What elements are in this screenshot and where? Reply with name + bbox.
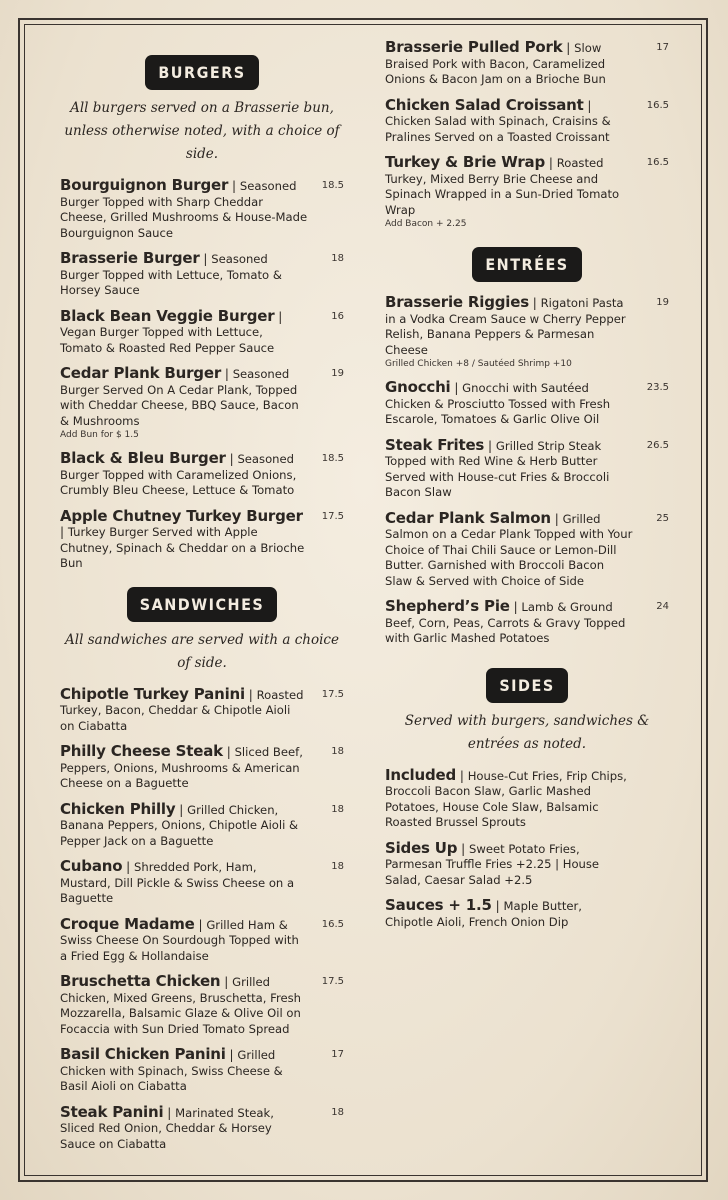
menu-item-name: Black Bean Veggie Burger: [60, 306, 275, 325]
menu-item-name: Sides Up: [385, 838, 458, 857]
menu-item-name: Brasserie Riggies: [385, 293, 529, 311]
menu-item-separator: |: [163, 1105, 176, 1120]
menu-item-description: Lamb & Ground Beef, Corn, Peas, Carrots & Gravy Topped with Garlic Mashed Potatoes: [385, 600, 626, 645]
menu-item: [60, 251, 344, 299]
menu-item-price: 17.5: [321, 688, 344, 700]
menu-item-name: Steak Frites: [385, 435, 485, 454]
menu-item-price: 16.5: [646, 99, 669, 111]
menu-item: [385, 40, 669, 88]
menu-item-separator: |: [274, 309, 283, 324]
entrees-banner: ENTRÉES: [473, 248, 580, 281]
menu-item-body: [60, 684, 344, 735]
menu-item-name: Cubano: [60, 857, 123, 875]
menu-item: [385, 95, 669, 146]
menu-item-description: Grilled Strip Steak Topped with Red Wine & Herb Butter Served with House-cut Fries & Broccoli Bacon Slaw: [385, 438, 610, 499]
menu-item-separator: |: [545, 156, 557, 170]
menu-item-description: Seasoned Burger Topped with Lettuce, Tomato & Horsey Sauce: [60, 252, 282, 297]
burgers-intro: All burgers served on a Brasserie bun, unless otherwise noted, with a choice of side.: [64, 100, 340, 162]
menu-item-name: Bruschetta Chicken: [60, 972, 221, 990]
menu-item: [60, 1102, 344, 1153]
menu-item-note: Grilled Chicken +8 / Sautéed Shrimp +10: [385, 359, 572, 369]
menu-item: [60, 859, 344, 907]
menu-item: [60, 1047, 344, 1095]
menu-item-description: Roasted Turkey, Mixed Berry Brie Cheese and Spinach Wrapped in a Sun-Dried Tomato Wrap: [385, 156, 620, 217]
menu-item-description: Sweet Potato Fries, Parmesan Truffle Fries +2.25 | House Salad, Caesar Salad +2.5: [385, 841, 600, 887]
menu-item-description: Gnocchi with Sautéed Chicken & Prosciutto Tossed with Fresh Escarole, Tomatoes & Garlic Olive Oil: [385, 381, 611, 426]
menu-item-price: 18: [331, 1106, 344, 1118]
menu-item-price: 16: [331, 310, 344, 322]
menu-item-body: [385, 95, 669, 146]
menu-item-price: 16.5: [321, 918, 344, 930]
menu-item-separator: |: [457, 841, 469, 856]
menu-item: [385, 599, 669, 647]
menu-item-separator: |: [244, 687, 257, 702]
menu-item: [60, 178, 344, 241]
menu-item-description: Seasoned Burger Served On A Cedar Plank, Topped with Cheddar Cheese, BBQ Sauce, Bacon & Mushrooms: [60, 367, 299, 428]
menu-item-description: Seasoned Burger Topped with Caramelized Onions, Crumbly Bleu Cheese, Lettuce & Tomato: [60, 452, 297, 497]
menu-item-separator: |: [583, 98, 592, 113]
menu-item-description: Rigatoni Pasta in a Vodka Cream Sauce w Cherry Pepper Relish, Banana Peppers & Parmesan Cheese: [385, 296, 626, 357]
menu-item-name: Cedar Plank Salmon: [385, 508, 551, 527]
menu-item-price: 18: [331, 861, 344, 872]
menu-item-price: 23.5: [646, 382, 669, 393]
menu-item: [385, 508, 669, 590]
menu-item-separator: |: [175, 802, 188, 817]
menu-item-separator: |: [450, 381, 463, 395]
menu-item-name: Bourguignon Burger: [60, 176, 229, 194]
menu-item-body: [385, 295, 669, 370]
menu-item-price: 26.5: [646, 439, 669, 451]
menu-item-body: [60, 451, 344, 499]
menu-item-separator: |: [194, 917, 207, 932]
menu-item-name: Steak Panini: [60, 1102, 164, 1121]
menu-item: [385, 155, 669, 230]
menu-item-price: 17: [656, 42, 669, 53]
menu-item-body: [60, 799, 344, 850]
menu-item-description: Shredded Pork, Ham, Mustard, Dill Pickle & Swiss Cheese on a Baguette: [60, 860, 295, 905]
menu-item-price: 18.5: [321, 453, 344, 464]
burgers-list: [60, 178, 344, 572]
menu-item-body: [60, 306, 344, 357]
menu-item-name: Black & Bleu Burger: [60, 449, 226, 467]
menu-item-price: 16.5: [646, 157, 669, 168]
sides-intro: Served with burgers, sandwiches & entrées as noted.: [404, 712, 650, 752]
menu-item-name: Gnocchi: [385, 378, 451, 396]
menu-item-price: 24: [656, 601, 669, 612]
menu-item-name: Brasserie Pulled Pork: [385, 38, 563, 56]
menu-item-name: Basil Chicken Panini: [60, 1045, 226, 1063]
menu-item-separator: |: [528, 296, 541, 310]
menu-item-separator: |: [60, 525, 68, 539]
menu-item-body: [385, 765, 669, 831]
menu-item-price: 18: [331, 253, 344, 264]
menu-item-name: Turkey & Brie Wrap: [385, 153, 546, 171]
menu-item: [60, 506, 344, 572]
menu-item-body: [60, 178, 344, 241]
menu-item-description: House-Cut Fries, Frip Chips, Broccoli Bacon Slaw, Garlic Mashed Potatoes, House Cole Slaw, Balsamic Roasted Brussel Sprouts: [385, 768, 627, 829]
menu-item-price: 25: [656, 512, 669, 524]
menu-item: [60, 684, 344, 735]
menu-item-body: [60, 1102, 344, 1153]
menu-item-price: 17.5: [321, 976, 344, 987]
sides-banner: SIDES: [487, 669, 566, 702]
menu-item-price: 18: [331, 803, 344, 815]
menu-item-separator: |: [222, 745, 235, 759]
sides-list: [385, 765, 669, 931]
menu-item-description: Sliced Beef, Peppers, Onions, Mushrooms & American Cheese on a Baguette: [60, 745, 303, 790]
menu-item: [385, 765, 669, 831]
menu-item-separator: |: [228, 179, 240, 193]
menu-item-name: Shepherd’s Pie: [385, 597, 510, 615]
menu-item-separator: |: [221, 367, 233, 381]
menu-item-price: 19: [656, 297, 669, 308]
menu-item-price: 17: [331, 1049, 344, 1060]
menu-item-separator: |: [225, 1048, 238, 1062]
menu-item-price: 18: [331, 746, 344, 757]
menu-item-note: Add Bun for $ 1.5: [60, 430, 139, 440]
menu-item-note: Add Bacon + 2.25: [385, 219, 467, 229]
menu-item-body: [60, 974, 344, 1037]
menu-item-description: Seasoned Burger Topped with Sharp Cheddar Cheese, Grilled Mushrooms & House-Made Bourguignon Sauce: [60, 179, 308, 240]
menu-item-name: Brasserie Burger: [60, 249, 200, 267]
menu-item-separator: |: [122, 860, 135, 874]
menu-item-description: Grilled Salmon on a Cedar Plank Topped with Your Choice of Thai Chili Sauce or Lemon-Dill Butter. Garnished with Broccoli Bacon Slaw & Served with Choice of Side: [385, 511, 633, 588]
menu-item-body: [385, 508, 669, 590]
menu-item: [60, 451, 344, 499]
menu-item: [60, 914, 344, 965]
menu-item-separator: |: [484, 438, 496, 453]
menu-item-name: Chicken Salad Croissant: [385, 95, 584, 114]
menu-item: [60, 744, 344, 792]
menu-item-description: Roasted Turkey, Bacon, Cheddar & Chipotle Aioli on Ciabatta: [60, 687, 304, 733]
sandwiches-banner: SANDWICHES: [128, 588, 277, 621]
left-column: [60, 56, 344, 1162]
menu-item: [60, 799, 344, 850]
menu-item-separator: |: [199, 252, 212, 266]
menu-item: [60, 366, 344, 441]
menu-item-body: [385, 380, 669, 428]
menu-item-name: Apple Chutney Turkey Burger: [60, 506, 303, 525]
menu-item-price: 19: [331, 368, 344, 379]
menu-item-body: [60, 366, 344, 441]
menu-item-separator: |: [225, 452, 238, 466]
menu-item-name: Sauces + 1.5: [385, 896, 492, 914]
sandwiches-intro: All sandwiches are served with a choice of side.: [65, 631, 339, 671]
menu-item-body: [60, 1047, 344, 1095]
menu-item-body: [60, 506, 344, 572]
menu-item: [385, 380, 669, 428]
menu-item-description: Grilled Chicken with Spinach, Swiss Cheese & Basil Aioli on Ciabatta: [60, 1048, 283, 1093]
menu-item-body: [60, 914, 344, 965]
menu-item-body: [385, 838, 669, 889]
menu-item-description: Slow Braised Pork with Bacon, Caramelized Onions & Bacon Jam on a Brioche Bun: [385, 41, 606, 86]
menu-item-body: [385, 40, 669, 88]
menu-item: [60, 306, 344, 357]
menu-item-price: 17.5: [321, 510, 344, 522]
menu-item-name: Cedar Plank Burger: [60, 364, 222, 382]
entrees-list: [385, 295, 669, 647]
menu-item-name: Chipotle Turkey Panini: [60, 684, 245, 703]
more-sandwiches-list: [385, 40, 669, 230]
menu-item-description: Turkey Burger Served with Apple Chutney, Spinach & Cheddar on a Brioche Bun: [60, 525, 305, 570]
menu-item-body: [385, 599, 669, 647]
menu-item: [385, 898, 669, 930]
menu-item-name: Included: [385, 765, 457, 784]
menu-item: [385, 435, 669, 501]
menu-item-description: Chicken Salad with Spinach, Craisins & Pralines Served on a Toasted Croissant: [385, 114, 611, 144]
menu-item-separator: |: [220, 975, 233, 989]
burgers-banner: BURGERS: [146, 56, 257, 89]
menu-item-description: Marinated Steak, Sliced Red Onion, Cheddar & Horsey Sauce on Ciabatta: [60, 1105, 274, 1151]
menu-item-body: [385, 155, 669, 230]
right-column: [385, 40, 669, 940]
menu-item: [385, 838, 669, 889]
menu-item-name: Croque Madame: [60, 914, 195, 933]
menu-item-description: Vegan Burger Topped with Lettuce, Tomato & Roasted Red Pepper Sauce: [60, 325, 275, 355]
menu-item: [60, 974, 344, 1037]
menu-item-separator: |: [550, 511, 563, 526]
menu-item-separator: |: [456, 768, 468, 783]
menu-item-body: [60, 859, 344, 907]
menu-item-body: [385, 435, 669, 501]
menu-item-separator: |: [562, 41, 575, 55]
menu-item-body: [60, 251, 344, 299]
menu-item-price: 18.5: [321, 180, 344, 191]
menu-item-description: Grilled Ham & Swiss Cheese On Sourdough Topped with a Fried Egg & Hollandaise: [60, 917, 299, 963]
menu-item-description: Grilled Chicken, Banana Peppers, Onions, Chipotle Aioli & Pepper Jack on a Baguette: [60, 802, 299, 848]
menu-item-description: Maple Butter, Chipotle Aioli, French Onion Dip: [385, 899, 582, 929]
menu-item-name: Chicken Philly: [60, 799, 176, 818]
menu-item-body: [60, 744, 344, 792]
menu-item-separator: |: [491, 899, 504, 913]
sandwiches-list: [60, 684, 344, 1153]
menu-item-body: [385, 898, 669, 930]
menu-item-name: Philly Cheese Steak: [60, 742, 223, 760]
menu-item: [385, 295, 669, 370]
menu-item-separator: |: [509, 600, 522, 614]
menu-item-description: Grilled Chicken, Mixed Greens, Bruschetta, Fresh Mozzarella, Balsamic Glaze & Olive Oil on Focaccia with Sun Dried Tomato Spread: [60, 975, 302, 1036]
